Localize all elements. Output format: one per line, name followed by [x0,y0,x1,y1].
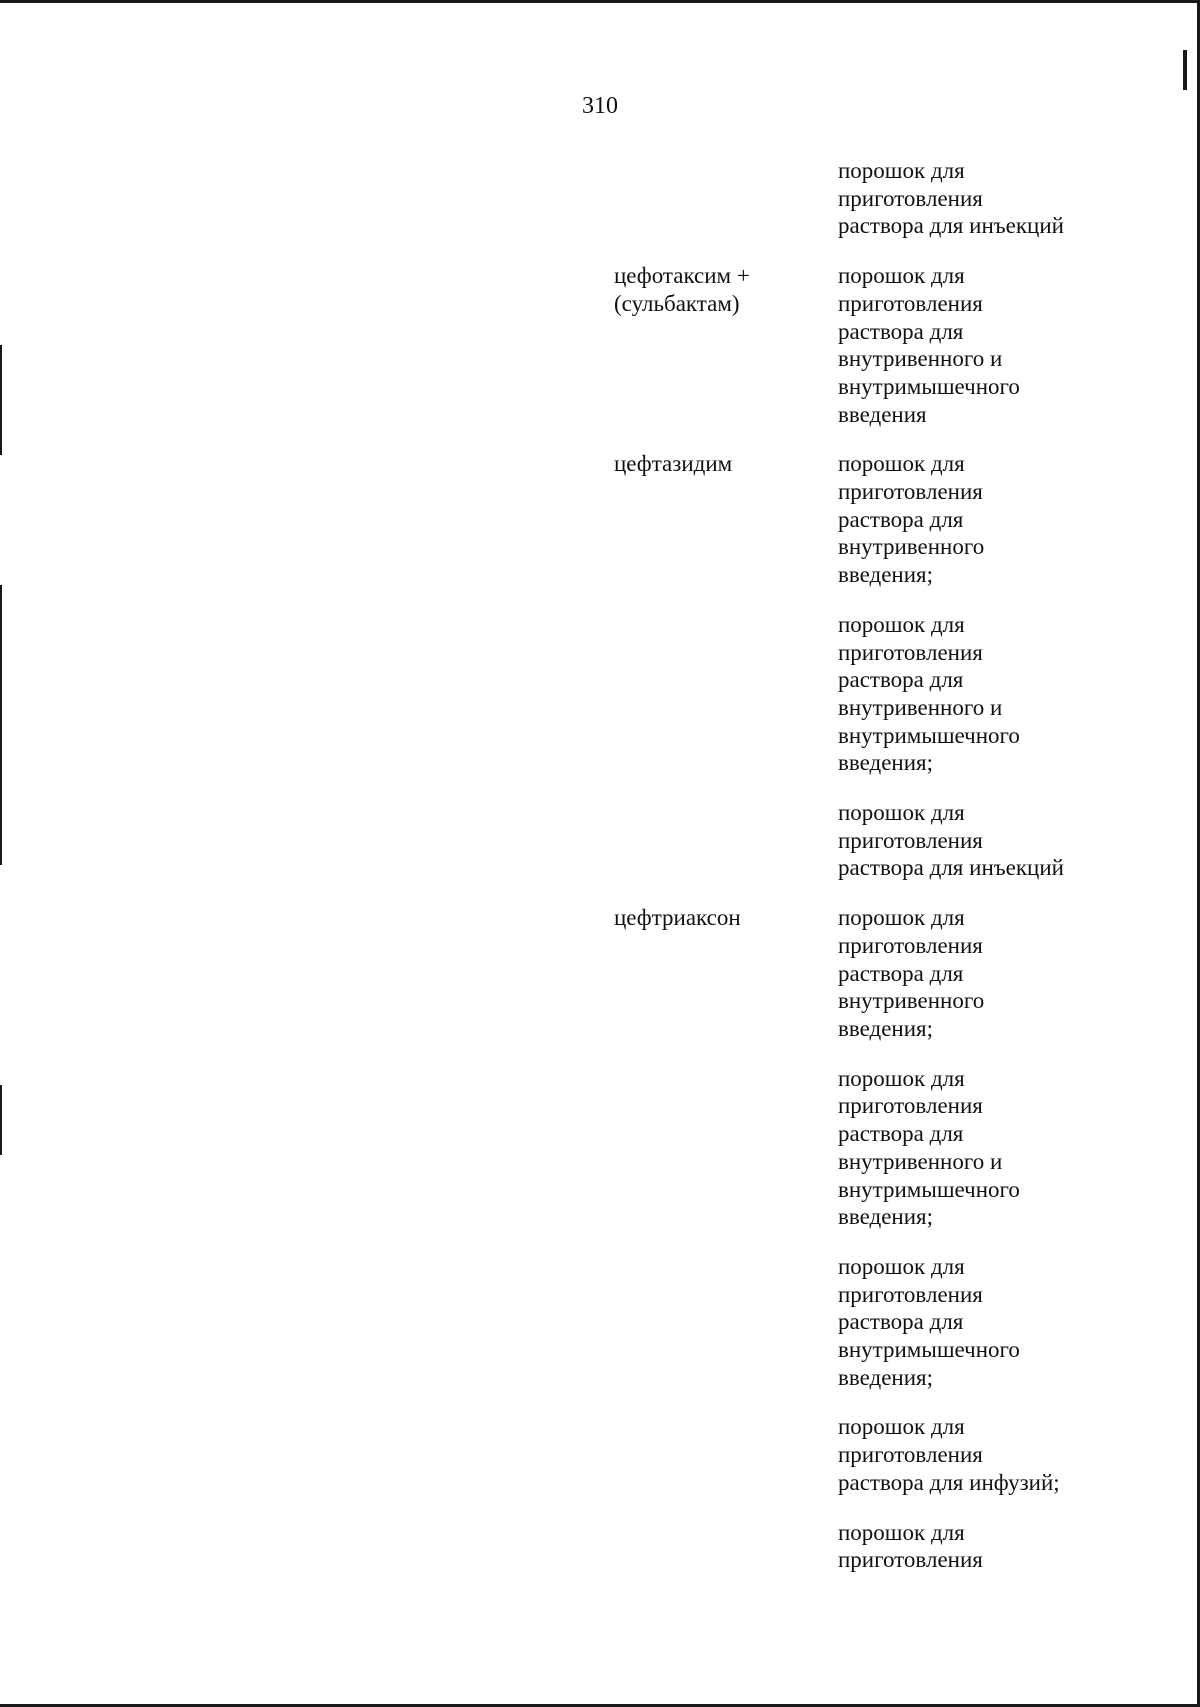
dosage-forms [838,904,1094,1574]
drug-row [614,157,1094,240]
drug-name: цефтриаксон [614,905,741,931]
dosage-form: порошок для приготовления раствора для внутривенного и внутримышечного введения; [838,611,1020,776]
dosage-form: порошок для приготовления раствора для инъекций [838,800,1064,881]
dosage-forms [838,157,1094,240]
page-number: 310 [582,93,618,119]
scan-border-top [0,0,1200,3]
dosage-form: порошок для приготовления раствора для инъекций [838,158,1064,239]
drug-row [614,262,1094,428]
drug-row [614,904,1094,1574]
dosage-form: порошок для приготовления раствора для внутривенного введения; [838,905,985,1041]
dosage-forms [838,450,1094,882]
dosage-forms [838,262,1094,428]
scan-mark-left-2 [0,585,2,865]
drug-name: цефтазидим [614,451,733,477]
dosage-form: порошок для приготовления [838,1519,983,1573]
dosage-form: порошок для приготовления раствора для внутримышечного введения; [838,1253,1020,1390]
scan-mark-left-1 [0,345,2,455]
drug-name: цефотаксим + (сульбактам) [614,263,750,316]
dosage-form: порошок для приготовления раствора для внутривенного введения; [838,451,985,588]
drug-row [614,450,1094,882]
dosage-form: порошок для приготовления раствора для внутривенного и внутримышечного введения [838,263,1020,427]
drug-table [614,157,1094,1596]
scan-mark-left-3 [0,1085,2,1155]
dosage-form: порошок для приготовления раствора для инфузий; [838,1414,1060,1495]
scan-mark-right-1 [1183,50,1187,90]
dosage-form: порошок для приготовления раствора для внутривенного и внутримышечного введения; [838,1065,1020,1230]
